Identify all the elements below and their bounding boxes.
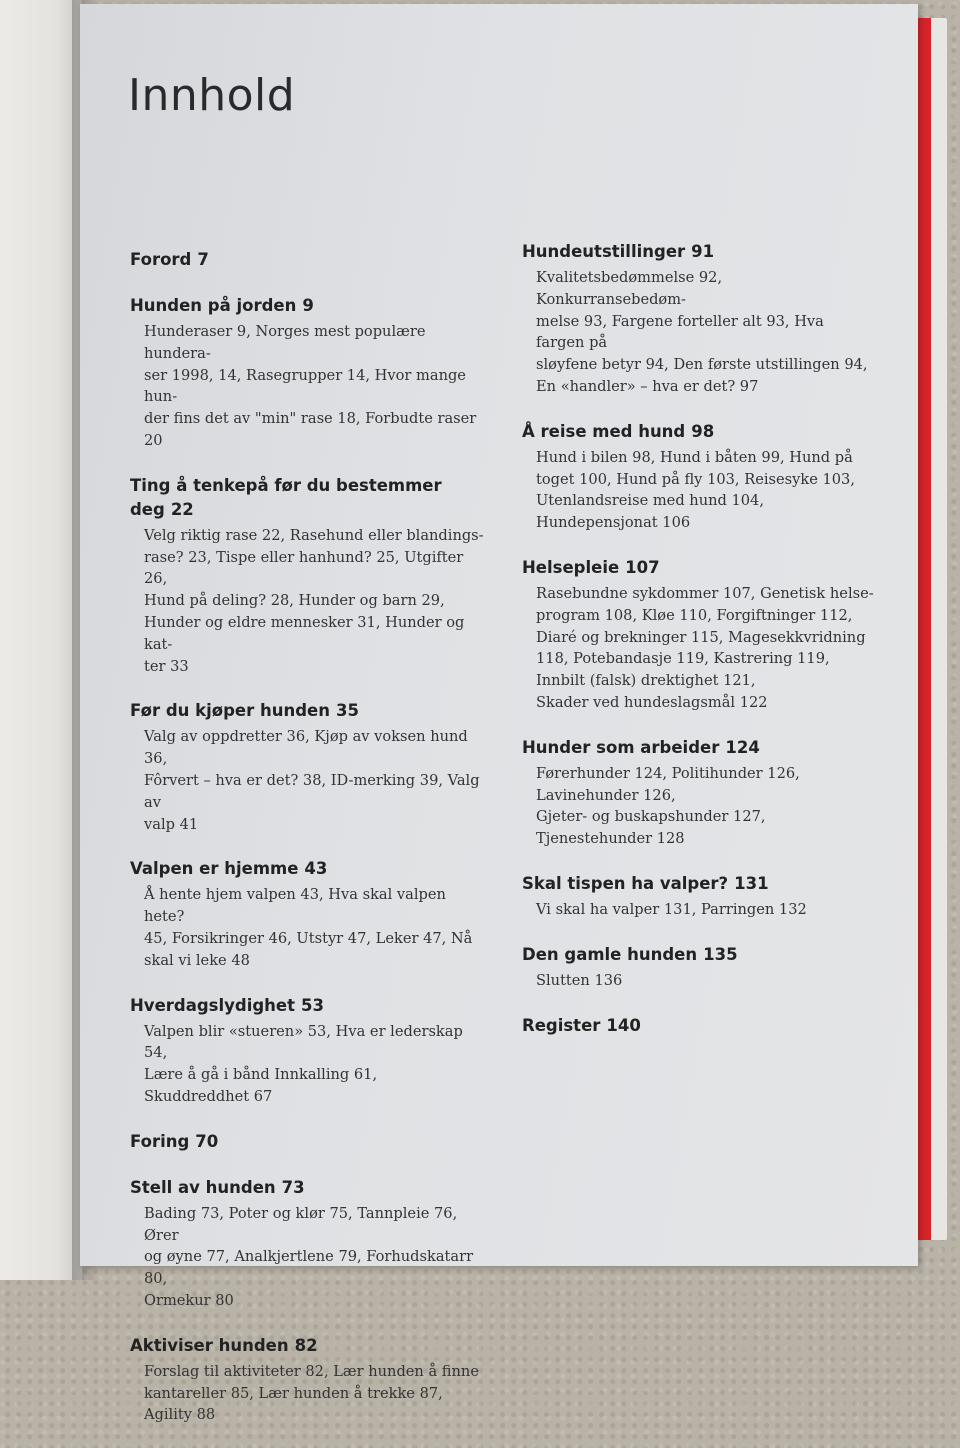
toc-page-number: 73	[281, 1177, 305, 1197]
toc-page-number: 98	[691, 421, 715, 441]
toc-page-number: 131	[734, 873, 769, 893]
toc-heading-text: Stell av hunden	[130, 1177, 276, 1197]
toc-subtopics	[536, 763, 876, 850]
toc-subtopic-line: Bading 73, Poter og klør 75, Tannpleie 76, Ører	[144, 1204, 458, 1244]
toc-entry	[130, 248, 490, 272]
contents-page	[80, 4, 918, 1424]
toc-entry	[522, 943, 882, 992]
toc-heading-text: Skal tispen ha valper?	[522, 873, 729, 893]
toc-page-number: 124	[725, 737, 760, 757]
toc-subtopic-line: Lavinehunder 126,	[536, 786, 676, 804]
toc-entry	[130, 474, 490, 678]
toc-subtopic-line: program 108, Kløe 110, Forgiftninger 112,	[536, 606, 853, 624]
toc-heading-text: Register	[522, 1015, 601, 1035]
toc-subtopic-line: Lære å gå i bånd Innkalling 61, Skuddreddhet 67	[144, 1066, 378, 1105]
toc-heading	[130, 1176, 490, 1200]
toc-page-number: 43	[304, 859, 328, 879]
toc-heading-text: Helsepleie	[522, 557, 620, 577]
toc-entry	[522, 736, 882, 850]
toc-subtopic-line: Innbilt (falsk) drektighet 121,	[536, 672, 756, 690]
toc-heading-text: Hverdagslydighet	[130, 995, 295, 1015]
toc-subtopic-line: Hunder og eldre mennesker 31, Hunder og kat-	[144, 613, 465, 653]
toc-heading	[522, 943, 882, 967]
toc-entry	[130, 1334, 490, 1426]
toc-subtopic-line: skal vi leke 48	[144, 951, 250, 969]
toc-subtopic-line: Å hente hjem valpen 43, Hva skal valpen hete?	[144, 886, 446, 926]
toc-subtopic-line: Valpen blir «stueren» 53, Hva er lederskap 54,	[144, 1022, 463, 1062]
toc-entry	[130, 294, 490, 452]
toc-subtopic-line: toget 100, Hund på fly 103, Reisesyke 103,	[536, 470, 855, 488]
toc-subtopic-line: Agility 88	[144, 1406, 216, 1424]
toc-subtopic-line: 45, Forsikringer 46, Utstyr 47, Leker 47, Nå	[144, 929, 473, 947]
toc-subtopics	[536, 899, 876, 921]
toc-heading-text: Ting å tenkepå før du bestemmer deg	[130, 475, 442, 519]
toc-page-number: 135	[703, 944, 738, 964]
toc-subtopic-line: Hund i bilen 98, Hund i båten 99, Hund på	[536, 448, 853, 466]
toc-subtopics	[144, 1021, 484, 1108]
toc-entry	[130, 994, 490, 1108]
toc-heading	[522, 240, 882, 264]
facing-page	[0, 0, 82, 1280]
toc-heading	[130, 857, 490, 881]
toc-subtopic-line: Velg riktig rase 22, Rasehund eller blandings-	[144, 526, 484, 544]
toc-entry	[130, 857, 490, 971]
toc-subtopics	[536, 970, 876, 992]
toc-entry	[522, 872, 882, 921]
toc-subtopics	[536, 267, 876, 398]
page-title: Innhold	[128, 70, 296, 121]
toc-subtopic-line: Fôrvert – hva er det? 38, ID-merking 39, Valg av	[144, 771, 480, 811]
toc-subtopic-line: sløyfene betyr 94, Den første utstillingen 94,	[536, 356, 868, 374]
toc-subtopic-line: Førerhunder 124, Politihunder 126,	[536, 764, 800, 782]
toc-heading	[522, 736, 882, 760]
toc-heading-text: Aktiviser hunden	[130, 1335, 289, 1355]
toc-subtopic-line: Hunderaser 9, Norges mest populære hunderа-	[144, 323, 426, 362]
toc-subtopic-line: Diaré og brekninger 115, Magesekkvridning	[536, 628, 866, 646]
toc-subtopic-line: Skader ved hundeslagsmål 122	[536, 693, 768, 711]
toc-subtopic-line: Utenlandsreise med hund 104,	[536, 492, 764, 510]
toc-heading-text: Hundeutstillinger	[522, 242, 686, 261]
toc-page-number: 53	[300, 995, 324, 1015]
toc-page-number: 91	[691, 242, 715, 261]
toc-heading	[130, 1130, 490, 1154]
toc-subtopic-line: Valg av oppdretter 36, Kjøp av voksen hund 36,	[144, 728, 468, 768]
toc-subtopics	[536, 447, 876, 534]
toc-heading	[130, 994, 490, 1018]
toc-heading-text: Før du kjøper hunden	[130, 701, 330, 721]
toc-subtopic-line: ser 1998, 14, Rasegrupper 14, Hvor mange hun-	[144, 366, 466, 406]
toc-page-number: 35	[335, 701, 359, 721]
toc-entry	[522, 420, 882, 534]
toc-subtopic-line: rase? 23, Tispe eller hanhund? 25, Utgifter 26,	[144, 548, 464, 588]
toc-subtopics	[144, 1203, 484, 1312]
toc-subtopic-line: valp 41	[144, 815, 199, 833]
contents-column-right	[522, 240, 882, 1060]
toc-subtopic-line: Kvalitetsbedømmelse 92, Konkurransebedøm-	[536, 269, 723, 308]
toc-heading	[130, 474, 490, 522]
toc-heading	[130, 248, 490, 272]
toc-page-number: 107	[625, 557, 660, 577]
toc-heading	[522, 556, 882, 580]
toc-subtopics	[144, 321, 484, 452]
toc-heading	[130, 699, 490, 723]
toc-subtopic-line: Vi skal ha valper 131, Parringen 132	[536, 900, 807, 918]
toc-entry	[522, 556, 882, 714]
toc-heading	[130, 1334, 490, 1358]
toc-subtopic-line: 118, Potebandasje 119, Kastrering 119,	[536, 650, 830, 668]
toc-subtopic-line: Ormekur 80	[144, 1291, 234, 1309]
toc-subtopic-line: melse 93, Fargene forteller alt 93, Hva fargen på	[536, 312, 824, 352]
toc-heading	[130, 294, 490, 318]
toc-subtopics	[536, 583, 876, 714]
toc-page-number: 82	[294, 1335, 318, 1355]
toc-page-number: 140	[606, 1015, 641, 1035]
toc-page-number: 22	[170, 499, 194, 519]
toc-heading-text: Hunden på jorden	[130, 296, 297, 315]
toc-entry	[130, 1130, 490, 1154]
toc-heading-text: Forord	[130, 250, 192, 269]
toc-subtopic-line: kantareller 85, Lær hunden å trekke 87,	[144, 1384, 443, 1402]
toc-subtopics	[144, 726, 484, 835]
toc-subtopic-line: Hundepensjonat 106	[536, 514, 691, 532]
toc-entry	[522, 1014, 882, 1038]
toc-subtopic-line: der fins det av "min" rase 18, Forbudte raser 20	[144, 410, 477, 449]
toc-heading	[522, 1014, 882, 1038]
toc-subtopics	[144, 884, 484, 971]
toc-page-number: 7	[197, 250, 209, 269]
toc-subtopic-line: Forslag til aktiviteter 82, Lær hunden å finne	[144, 1362, 479, 1380]
toc-heading-text: Foring	[130, 1131, 190, 1151]
toc-heading	[522, 872, 882, 896]
toc-heading-text: Å reise med hund	[522, 421, 686, 441]
contents-column-left	[130, 248, 490, 1448]
toc-entry	[130, 1176, 490, 1312]
toc-subtopic-line: Hund på deling? 28, Hunder og barn 29,	[144, 592, 445, 610]
toc-entry	[522, 240, 882, 398]
toc-subtopic-line: Tjenestehunder 128	[536, 830, 685, 848]
toc-page-number: 9	[302, 296, 314, 315]
toc-subtopic-line: Rasebundne sykdommer 107, Genetisk helse-	[536, 584, 874, 602]
toc-subtopic-line: Gjeter- og buskapshunder 127,	[536, 808, 766, 826]
toc-subtopics	[144, 525, 484, 678]
toc-subtopic-line: og øyne 77, Analkjertlene 79, Forhudskatarr 80,	[144, 1248, 474, 1288]
toc-subtopic-line: ter 33	[144, 657, 189, 675]
toc-heading-text: Valpen er hjemme	[130, 859, 299, 879]
toc-subtopic-line: En «handler» – hva er det? 97	[536, 377, 759, 395]
toc-heading-text: Den gamle hunden	[522, 944, 698, 964]
toc-heading	[522, 420, 882, 444]
toc-subtopics	[144, 1361, 484, 1426]
toc-heading-text: Hunder som arbeider	[522, 737, 720, 757]
toc-page-number: 70	[195, 1131, 219, 1151]
toc-entry	[130, 699, 490, 835]
toc-subtopic-line: Slutten 136	[536, 971, 623, 989]
